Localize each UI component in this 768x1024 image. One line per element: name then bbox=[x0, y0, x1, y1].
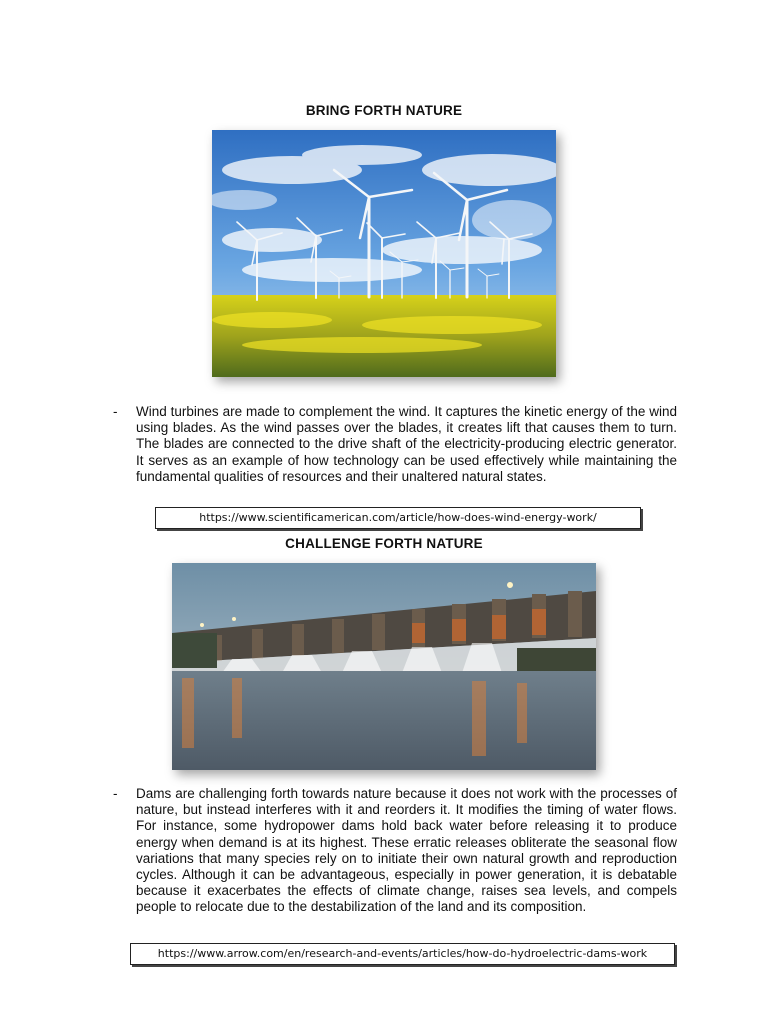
section2-source-link[interactable]: https://www.arrow.com/en/research-and-events/articles/how-do-hydroelectric-dams-work bbox=[157, 947, 648, 960]
section1-heading: BRING FORTH NATURE bbox=[305, 103, 463, 118]
section1-bullet: - bbox=[113, 404, 118, 419]
section1-paragraph: Wind turbines are made to complement the wind. It captures the kinetic energy of the wind using blades. As the wind passes over the blades, it creates lift that causes them to turn. The blades are connected to the drive shaft of the electricity-producing electric generator. It serves as an example of how technology can be used effectively while maintaining the fundamental qualities of resources and their unaltered natural states. bbox=[136, 404, 677, 484]
section1-source-box bbox=[155, 507, 641, 529]
section2-heading: CHALLENGE FORTH NATURE bbox=[285, 536, 483, 551]
section1-source-link[interactable]: https://www.scientificamerican.com/article/how-does-wind-energy-work/ bbox=[199, 511, 597, 524]
wind-turbines-photo bbox=[212, 130, 556, 377]
section2-bullet: - bbox=[113, 786, 118, 801]
hydroelectric-dam-photo bbox=[172, 563, 596, 770]
section2-source-box bbox=[130, 943, 675, 965]
section2-paragraph: Dams are challenging forth towards nature because it does not work with the processes of nature, but instead interferes with it and reorders it. It modifies the timing of water flows. For instance, some hydropower dams hold back water before releasing it to produce energy when demand is at its highest. These erratic releases obliterate the seasonal flow variations that many species rely on to initiate their own natural growth and reproduction cycles. Although it can be advantageous, especially in power generation, it is debatable because it exacerbates the effects of climate change, raises sea levels, and compels people to relocate due to the destabilization of the land and its composition. bbox=[136, 786, 677, 915]
